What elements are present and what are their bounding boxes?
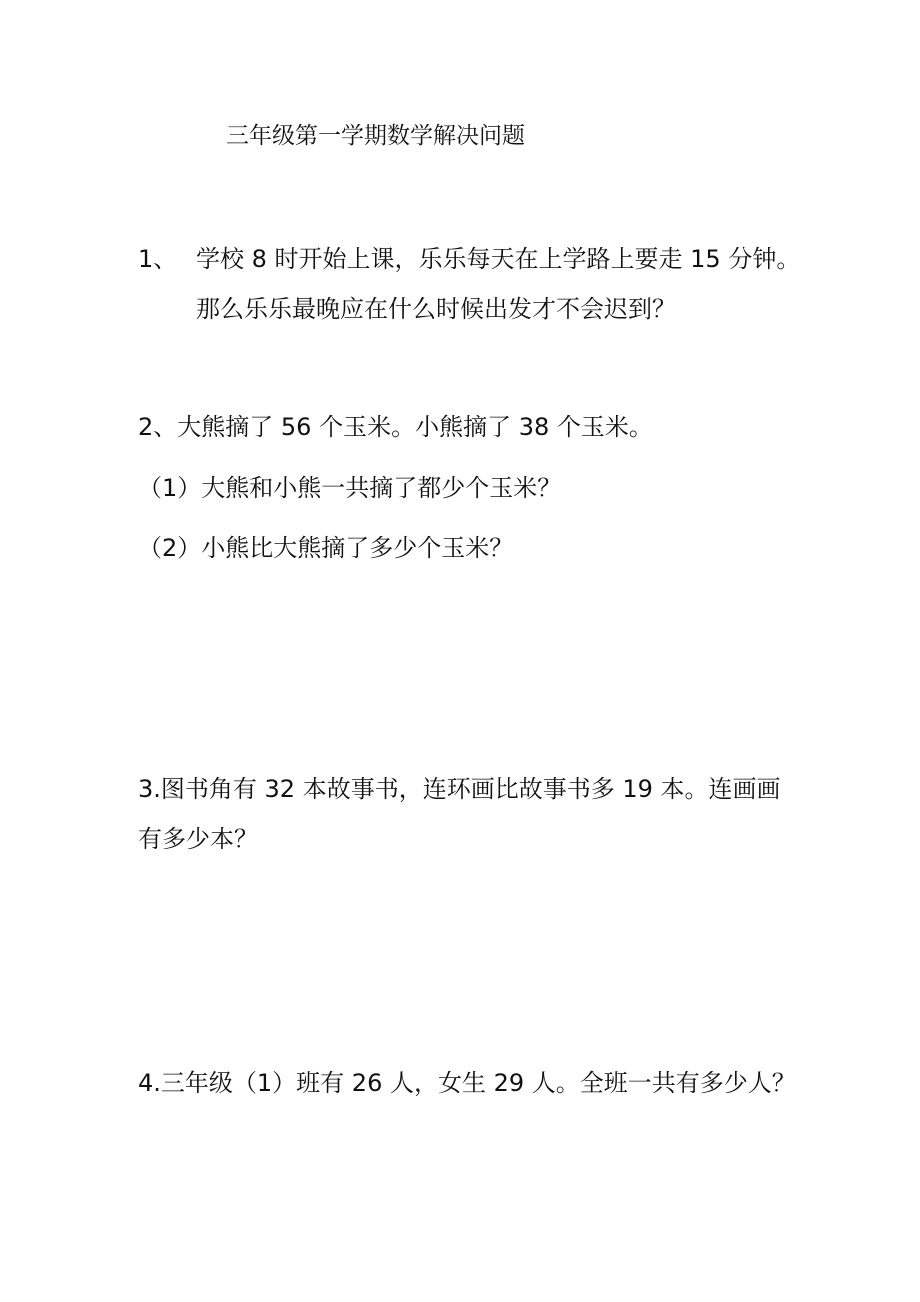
question-3-line-1: 3.图书角有 32 本故事书，连环画比故事书多 19 本。连画画 bbox=[138, 775, 781, 803]
question-1-line-1: 学校 8 时开始上课，乐乐每天在上学路上要走 15 分钟。 bbox=[196, 245, 801, 273]
question-1-line-2: 那么乐乐最晚应在什么时候出发才不会迟到？ bbox=[196, 295, 676, 323]
question-1-number: 1、 bbox=[138, 245, 178, 273]
document-title: 三年级第一学期数学解决问题 bbox=[226, 123, 525, 149]
question-3-line-2: 有多少本？ bbox=[138, 825, 258, 853]
question-2-sub-question-2: （2）小熊比大熊摘了多少个玉米？ bbox=[138, 534, 514, 562]
question-2-stem: 2、大熊摘了 56 个玉米。小熊摘了 38 个玉米。 bbox=[138, 413, 653, 441]
question-2-sub-question-1: （1）大熊和小熊一共摘了都少个玉米？ bbox=[138, 474, 562, 502]
question-4-line-1: 4.三年级（1）班有 26 人，女生 29 人。全班一共有多少人？ bbox=[138, 1069, 796, 1097]
